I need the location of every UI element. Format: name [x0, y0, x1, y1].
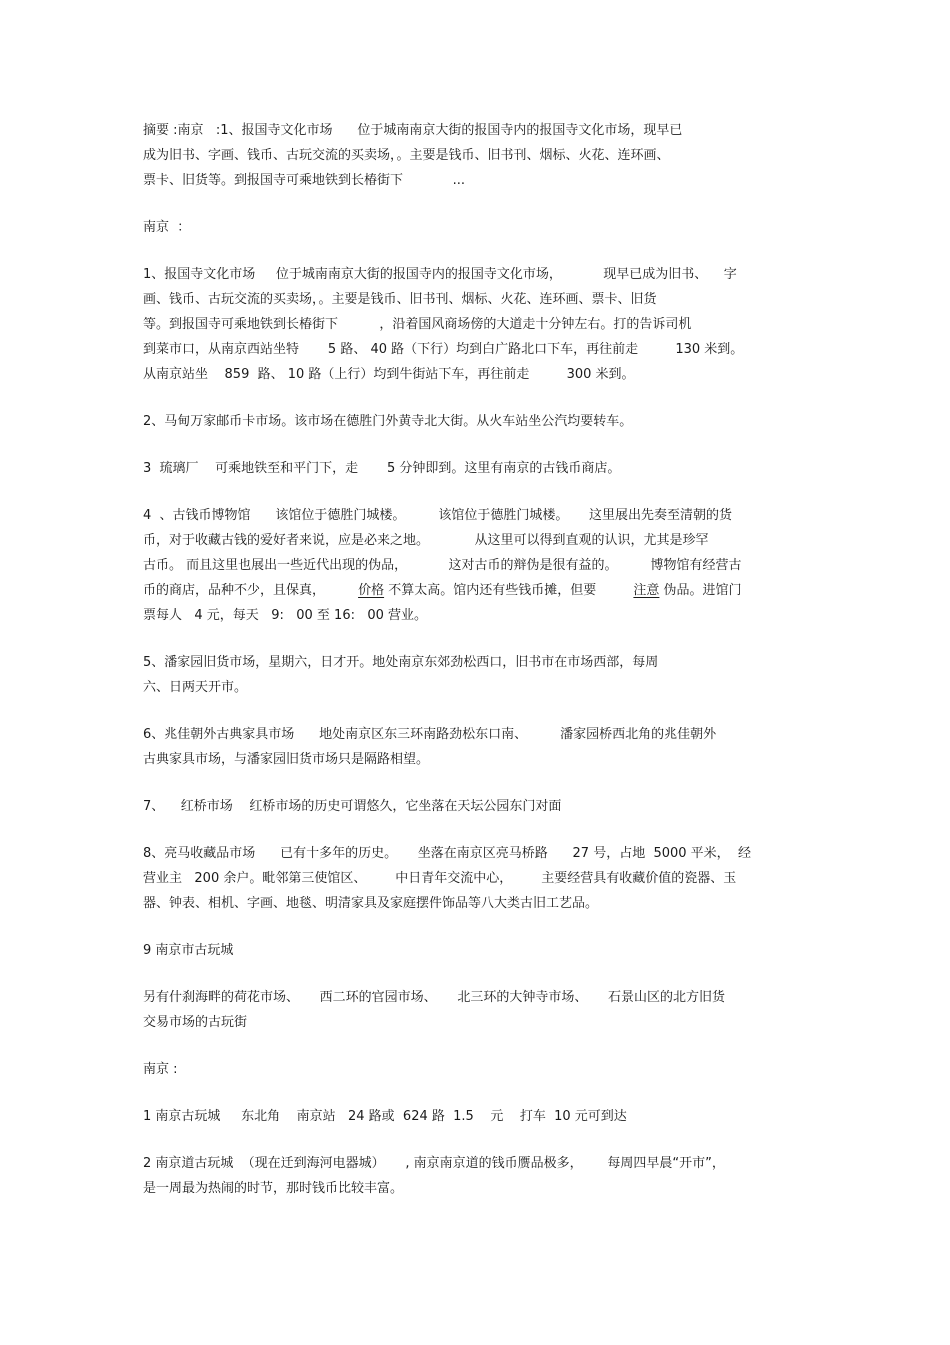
- hyperlink-text[interactable]: 注意: [633, 583, 660, 598]
- text-line: 南京 ：: [143, 220, 191, 235]
- text-line: 另有什刹海畔的荷花市场、 西二环的官园市场、 北三环的大钟寺市场、 石景山区的北方旧货: [143, 990, 725, 1005]
- paragraph: [143, 118, 813, 193]
- text-line: 六、日两天开市。: [143, 680, 248, 695]
- paragraph: [143, 456, 813, 481]
- text-line: 从南京站坐 859 路、 10 路（上行）均到牛街站下车，再往前走 300 米到。: [143, 367, 635, 382]
- text-line: 摘要 :南京 :1、报国寺文化市场 位于城南南京大街的报国寺内的报国寺文化市场，现早已: [143, 123, 683, 138]
- text-line: 画、钱币、古玩交流的买卖场，。主要是钱币、旧书刊、烟标、火花、连环画、票卡、旧货: [143, 292, 657, 307]
- text-line: 7、 红桥市场 红桥市场的历史可谓悠久，它坐落在天坛公园东门对面: [143, 799, 562, 814]
- text-line: 币，对于收藏古钱的爱好者来说，应是必来之地。 从这里可以得到直观的认识，尤其是珍罕: [143, 533, 709, 548]
- paragraph: [143, 985, 813, 1035]
- text-line: 器、钟表、相机、字画、地毯、明清家具及家庭摆件饰品等八大类古旧工艺品。: [143, 896, 599, 911]
- paragraph: [143, 650, 813, 700]
- paragraph: [143, 503, 813, 628]
- text-line: 古典家具市场，与潘家园旧货市场只是隔路相望。: [143, 752, 430, 767]
- text-line: 营业主 200 余户。毗邻第三使馆区、 中日青年交流中心， 主要经营具有收藏价值的瓷器、玉: [143, 871, 737, 886]
- text-line: 1 南京古玩城 东北角 南京站 24 路或 624 路 1.5 元 打车 10 元可到达: [143, 1109, 627, 1124]
- text-line: 9 南京市古玩城: [143, 943, 234, 958]
- text-line: 票卡、旧货等。到报国寺可乘地铁到长椿街下 ...: [143, 173, 465, 188]
- text-line: 交易市场的古玩街: [143, 1015, 248, 1030]
- hyperlink-text[interactable]: 价格: [358, 583, 385, 598]
- paragraph: [143, 1057, 813, 1082]
- paragraph: [143, 1104, 813, 1129]
- text-line: 2 南京道古玩城 （现在迁到海河电器城） , 南京南京道的钱币赝品极多， 每周四早晨“开市”，: [143, 1156, 725, 1171]
- text-line: 币的商店，品种不少，且保真， 价格 不算太高。馆内还有些钱币摊，但要 注意 伪品。进馆门: [143, 583, 742, 598]
- paragraph: [143, 794, 813, 819]
- text-line: 5、潘家园旧货市场，星期六，日才开。地处南京东郊劲松西口，旧书市在市场西部，每周: [143, 655, 659, 670]
- paragraph: [143, 938, 813, 963]
- text-line: 古币。 而且这里也展出一些近代出现的伪品， 这对古币的辩伪是很有益的。 博物馆有经营古: [143, 558, 742, 573]
- document-body: [143, 118, 813, 1223]
- text-line: 6、兆佳朝外古典家具市场 地处南京区东三环南路劲松东口南、 潘家园桥西北角的兆佳朝外: [143, 727, 717, 742]
- paragraph: [143, 722, 813, 772]
- text-line: 到菜市口，从南京西站坐特 5 路、 40 路（下行）均到白广路北口下车，再往前走 130 米到。: [143, 342, 744, 357]
- text-line: 票每人 4 元，每天 9: 00 至 16: 00 营业。: [143, 608, 428, 623]
- text-line: 2、马甸万家邮币卡市场。该市场在德胜门外黄寺北大街。从火车站坐公汽均要转车。: [143, 414, 633, 429]
- paragraph: [143, 262, 813, 387]
- text-line: 3 琉璃厂 可乘地铁至和平门下，走 5 分钟即到。这里有南京的古钱币商店。: [143, 461, 621, 476]
- text-line: 成为旧书、字画、钱币、古玩交流的买卖场，。主要是钱币、旧书刊、烟标、火花、连环画、: [143, 148, 670, 163]
- text-line: 4 、古钱币博物馆 该馆位于德胜门城楼。 该馆位于德胜门城楼。 这里展出先奏至清朝的货: [143, 508, 733, 523]
- paragraph: [143, 1151, 813, 1201]
- text-line: 是一周最为热闹的时节，那时钱币比较丰富。: [143, 1181, 404, 1196]
- text-line: 南京 :: [143, 1062, 178, 1077]
- paragraph: [143, 841, 813, 916]
- paragraph: [143, 215, 813, 240]
- text-line: 等。到报国寺可乘地铁到长椿街下 ，沿着国风商场傍的大道走十分钟左右。打的告诉司机: [143, 317, 692, 332]
- text-line: 1、报国寺文化市场 位于城南南京大街的报国寺内的报国寺文化市场， 现早已成为旧书、 字: [143, 267, 737, 282]
- text-line: 8、亮马收藏品市场 已有十多年的历史。 坐落在南京区亮马桥路 27 号，占地 5000 平米， 经: [143, 846, 751, 861]
- paragraph: [143, 409, 813, 434]
